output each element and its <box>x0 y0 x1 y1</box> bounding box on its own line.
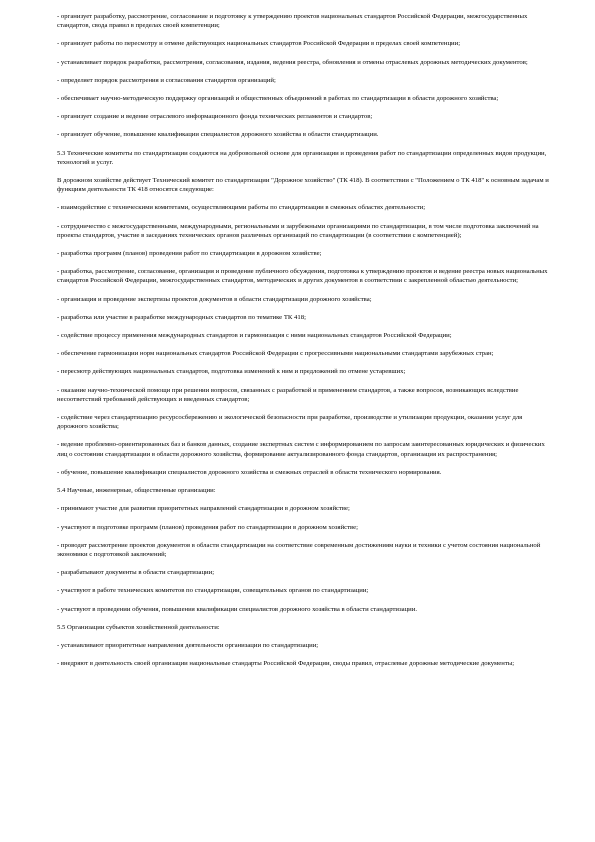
paragraph: - пересмотр действующих национальных стандартов, подготовка изменений к ним и предложений по отмене устаревших; <box>57 368 406 376</box>
paragraph: - обеспечение гармонизации норм национальных стандартов Российской Федерации с прогрессивными национальными стандартами зарубежных стран; <box>57 350 494 358</box>
paragraph: - разработка программ (планов) проведения работ по стандартизации в дорожном хозяйстве; <box>57 250 322 258</box>
paragraph: - внедряют в деятельность своей организации национальные стандарты Российской Федерации, своды правил, отраслевые дорожные методические документы; <box>57 660 515 668</box>
paragraph: - обучение, повышение квалификации специалистов дорожного хозяйства и смежных отраслей в области технического нормирования. <box>57 468 442 476</box>
paragraph: - устанавливают приоритетные направления деятельности организации по стандартизации; <box>57 641 319 649</box>
paragraph: - сотрудничество с межгосударственными, международными, региональными и зарубежными организациями по стандартизации, в том числе подготовка заключений на проекты стандартов, участие в заседаниях технических органов различных организаций по стандартизации (в соответствии с компетенцией); <box>57 222 539 239</box>
paragraph: - участвуют в подготовке программ (планов) проведения работ по стандартизации в дорожном хозяйстве; <box>57 523 358 531</box>
paragraph: - проводят рассмотрение проектов документов в области стандартизации на соответствие современным достижениям науки и техники с учетом состояния национальной экономики с подготовкой заключений; <box>57 541 541 558</box>
section-5-5: 5.5 Организации субъектов хозяйственной деятельности: <box>57 623 220 631</box>
paragraph: - организует обучение, повышение квалификации специалистов дорожного хозяйства в области стандартизации. <box>57 131 379 139</box>
paragraph: - взаимодействие с техническими комитетами, осуществляющими работы по стандартизации в смежных областях деятельности; <box>57 204 426 212</box>
paragraph: - содействие процессу применения международных стандартов и гармонизация с ними национальных стандартов Российской Федерации; <box>57 332 452 340</box>
paragraph: - разработка, рассмотрение, согласование, организация и проведение публичного обсуждения, подготовка к утверждению проектов и ведение реестра новых национальных стандартов Российской Федерации, межгосударственных стандартов, методических и других документов в соответствии с закрепленной областью деятельности; <box>57 268 548 285</box>
section-5-3: 5.3 Технические комитеты по стандартизации создаются на добровольной основе для организации и проведения работ по стандартизации определенных видов продукции, технологий и услуг. <box>57 149 547 166</box>
paragraph: - определяет порядок рассмотрения и согласования стандартов организаций; <box>57 76 276 84</box>
paragraph: - обеспечивает научно-методическую поддержку организаций и общественных объединений в работах по стандартизации в области дорожного хозяйства; <box>57 95 499 103</box>
paragraph: - оказание научно-технической помощи при решении вопросов, связанных с разработкой и применением стандартов, а также вопросов, возникающих вследствие несоответствий требований действующих и введенных стандартов; <box>57 386 519 403</box>
paragraph: - содействие через стандартизацию ресурсосбережению и экологической безопасности при разработке, производстве и утилизации продукции, оказании услуг для дорожного хозяйства; <box>57 414 523 431</box>
paragraph: В дорожном хозяйстве действует Технический комитет по стандартизации "Дорожное хозяйство" (ТК 418). В соответствии с "Положением о ТК 418" к основным задачам и функциям деятельности ТК 418 относятся следующие: <box>57 177 549 194</box>
paragraph: - ведение проблемно-ориентированных баз и банков данных, создание экспертных систем с информированием по запросам заинтересованных юридических и физических лиц о состоянии стандартизации в области дорожного хозяйства, формирование актуализированного фонда стандартов, организация их распространения; <box>57 441 545 458</box>
paragraph: - организует работы по пересмотру и отмене действующих национальных стандартов Российской Федерации в пределах своей компетенции; <box>57 40 461 48</box>
section-5-4: 5.4 Научные, инженерные, общественные организации: <box>57 487 216 495</box>
paragraph: - участвуют в проведении обучения, повышения квалификации специалистов дорожного хозяйства в области стандартизации. <box>57 605 417 613</box>
paragraph: - организация и проведение экспертизы проектов документов в области стандартизации дорожного хозяйства; <box>57 295 372 303</box>
paragraph: - организует разработку, рассмотрение, согласование и подготовку к утверждению проектов национальных стандартов Российской Федерации, межгосударственных стандартов, свода правил в пределах своей компетенции; <box>57 13 528 30</box>
paragraph: - разработка или участие в разработке международных стандартов по тематике ТК 418; <box>57 313 306 321</box>
paragraph: - принимают участие для развития приоритетных направлений стандартизации в дорожном хозяйстве; <box>57 505 350 513</box>
paragraph: - разрабатывают документы в области стандартизации; <box>57 569 215 577</box>
paragraph: - устанавливает порядок разработки, рассмотрения, согласования, издания, ведения реестра, обновления и отмены отраслевых дорожных методических документов; <box>57 58 528 66</box>
paragraph: - участвуют в работе технических комитетов по стандартизации, совещательных органов по стандартизации; <box>57 587 369 595</box>
paragraph: - организует создание и ведение отраслевого информационного фонда технических регламентов и стандартов; <box>57 113 373 121</box>
